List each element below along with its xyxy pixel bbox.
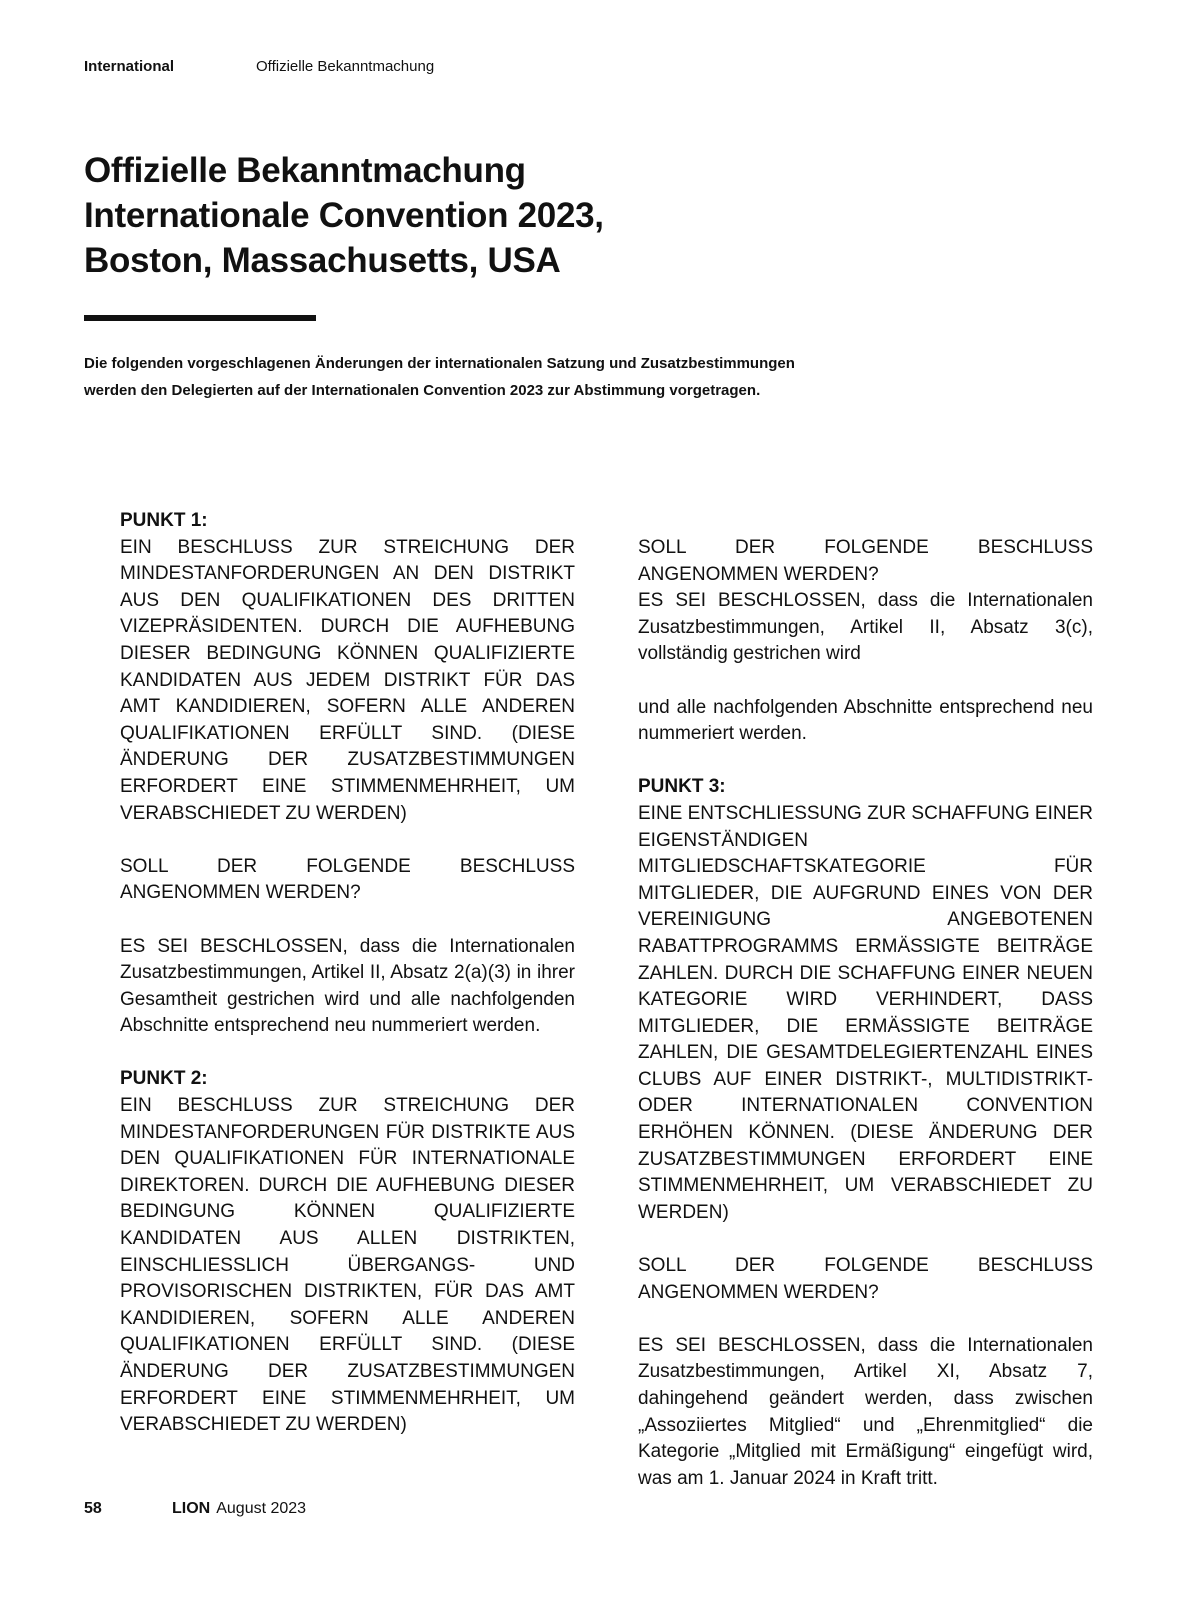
punkt-3-body: EINE ENTSCHLIESSUNG ZUR SCHAFFUNG EINER EIGENSTÄNDIGEN MITGLIEDSCHAFTSKATEGORIE FÜR MITGLIEDER, DIE AUFGRUND EINES VON DER VEREINIGUNG ANGEBOTENEN RABATTPROGRAMMS ERMÄSSIGTE BEITRÄGE ZAHLEN. DURCH DIE SCHAFFUNG EINER NEUEN KATEGORIE WIRD VERHINDERT, DASS MITGLIEDER, DIE ERMÄSSIGTE BEITRÄGE ZAHLEN, DIE GESAMTDELEGIERTENZAHL EINES CLUBS AUF EINER DISTRIKT-, MULTIDISTRIKT- ODER INTERNATIONALEN CONVENTION ERHÖHEN KÖNNEN. (DIESE ÄNDERUNG DER ZUSATZBESTIMMUNGEN ERFORDERT EINE STIMMENMEHRHEIT, UM VERABSCHIEDET ZU WERDEN) [638,802,1093,1223]
punkt-3-heading: PUNKT 3: [638,776,726,798]
left-column [120,508,575,1465]
title-line-1: Offizielle Bekanntmachung [84,151,526,190]
magazine-name: LION [172,1500,211,1517]
punkt-3-resolution: ES SEI BESCHLOSSEN, dass die Internationalen Zusatzbestimmungen, Artikel XI, Absatz 7, dahingehend geändert werden, dass zwischen „Assoziiertes Mitglied“ und „Ehrenmitglied“ die Kategorie „Mitglied mit Ermäßigung“ eingefügt wird, was am 1. Januar 2024 in Kraft tritt. [638,1334,1093,1489]
punkt-3-question: SOLL DER FOLGENDE BESCHLUSS ANGENOMMEN WERDEN? [638,1255,1093,1303]
title-divider [84,315,316,321]
punkt-2-resolution-cont: und alle nachfolgenden Abschnitte entsprechend neu nummeriert werden. [638,696,1093,745]
punkt-1-resolution: ES SEI BESCHLOSSEN, dass die Internationalen Zusatzbestimmungen, Artikel II, Absatz 2(a)(3) in ihrer Gesamtheit gestrichen wird und alle nachfolgenden Abschnitte entsprechend neu nummeriert werden. [120,935,575,1037]
punkt-2-question: SOLL DER FOLGENDE BESCHLUSS ANGENOMMEN WERDEN? [638,537,1093,585]
section-label: International [84,58,175,75]
punkt-2-body: EIN BESCHLUSS ZUR STREICHUNG DER MINDESTANFORDERUNGEN FÜR DISTRIKTE AUS DEN QUALIFIKATIONEN FÜR INTERNATIONALE DIREKTOREN. DURCH DIE AUFHEBUNG DIESER BEDINGUNG KÖNNEN QUALIFIZIERTE KANDIDATEN AUS ALLEN DISTRIKTEN, EINSCHLIESSLICH ÜBERGANGS- UND PROVISORISCHEN DISTRIKTEN, FÜR DAS AMT KANDIDIEREN, SOFERN ALLE ANDEREN QUALIFIKATIONEN ERFÜLLT SIND. (DIESE ÄNDERUNG DER ZUSATZBESTIMMUNGEN ERFORDERT EINE STIMMENMEHRHEIT, UM VERABSCHIEDET ZU WERDEN) [120,1095,575,1436]
intro-line-2: werden den Delegierten auf der Internationalen Convention 2023 zur Abstimmung vorgetragen. [84,382,761,399]
intro-line-1: Die folgenden vorgeschlagenen Änderungen der internationalen Satzung und Zusatzbestimmungen [84,355,795,372]
punkt-1-question: SOLL DER FOLGENDE BESCHLUSS ANGENOMMEN WERDEN? [120,855,575,904]
title-line-2: Internationale Convention 2023, [84,196,604,235]
page-title [84,148,604,283]
magazine-info [172,1500,306,1518]
issue-date: August 2023 [216,1500,307,1517]
right-column [638,535,1093,1519]
punkt-1-body: EIN BESCHLUSS ZUR STREICHUNG DER MINDESTANFORDERUNGEN AN DEN DISTRIKT AUS DEN QUALIFIKATIONEN DES DRITTEN VIZEPRÄSIDENTEN. DURCH DIE AUFHEBUNG DIESER BEDINGUNG KÖNNEN QUALIFIZIERTE KANDIDATEN AUS JEDEM DISTRIKT FÜR DAS AMT KANDIDIEREN, SOFERN ALLE ANDEREN QUALIFIKATIONEN ERFÜLLT SIND. (DIESE ÄNDERUNG DER ZUSATZBESTIMMUNGEN ERFORDERT EINE STIMMENMEHRHEIT, UM VERABSCHIEDET ZU WERDEN) [120,536,575,824]
title-line-3: Boston, Massachusetts, USA [84,241,561,280]
punkt-2-heading: PUNKT 2: [120,1068,208,1090]
punkt-1-heading: PUNKT 1: [120,510,208,531]
intro-text [84,350,884,404]
running-header [84,58,435,75]
header-subtitle: Offizielle Bekanntmachung [256,58,435,75]
punkt-2-resolution: ES SEI BESCHLOSSEN, dass die Internationalen Zusatzbestimmungen, Artikel II, Absatz 3(c), vollständig gestrichen wird [638,590,1093,665]
page-footer [84,1500,307,1518]
page-number: 58 [84,1500,102,1517]
